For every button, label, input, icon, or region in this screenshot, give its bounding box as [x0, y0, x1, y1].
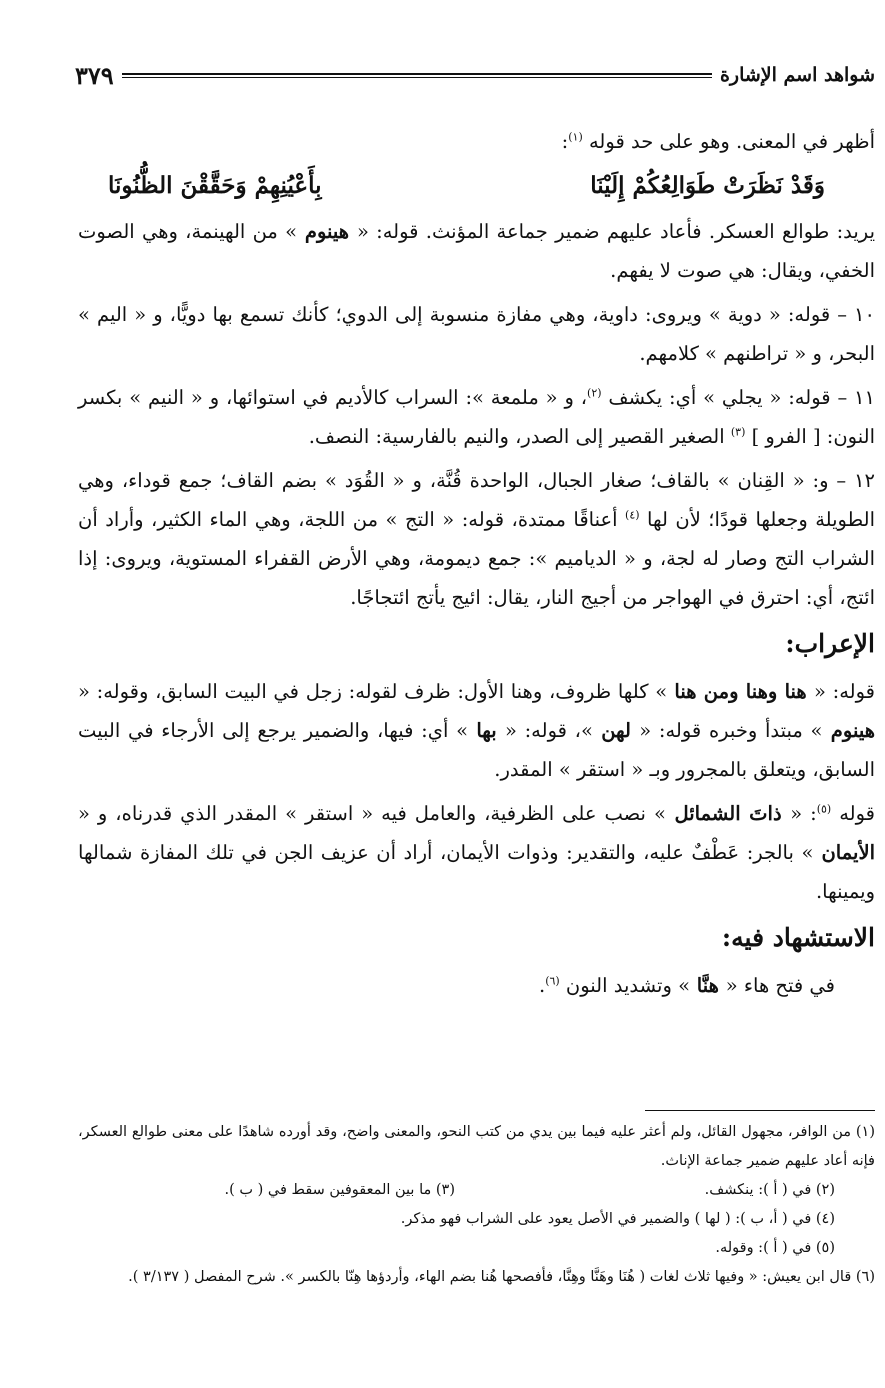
- footnotes: [78, 1118, 875, 1292]
- footnote-ref-4: (٤): [625, 508, 640, 522]
- footnote-2: (٢) في ( أ ): ينكشف.: [704, 1182, 835, 1198]
- footnote-5: (٥) في ( أ ): وقوله.: [715, 1240, 835, 1256]
- footnote-6: (٦) قال ابن يعيش: « وفيها ثلاث لغات ( هُنَا وهَنَّا وهِنَّا، فأفصحها هُنا بضم الهاء، وأردؤها هِنّا بالكسر ». شرح المفصل ( ٣/١٣٧ ).: [128, 1269, 875, 1285]
- footnote-ref-5: (٥): [816, 802, 832, 816]
- footnote-ref-3: (٣): [730, 425, 746, 439]
- footnote-4: (٤) في ( أ، ب ): ( لها ) والضمير في الأصل يعود على الشراب فهو مذكر.: [400, 1211, 835, 1227]
- verse-second-hemistich: بِأَعْيُنِهِمْ وَحَقَّقْنَ الظُّنُونَا: [108, 172, 322, 199]
- footnote-ref-1: (١): [568, 130, 583, 144]
- footnote-separator: [645, 1110, 875, 1111]
- witness-paragraph: في فتح هاء « هنَّا » وتشديد النون $^{(٦)}$.: [538, 974, 835, 997]
- footnote-3: (٣) ما بين المعقوفين سقط في ( ب ).: [224, 1182, 455, 1198]
- page-number: ٣٧٩: [75, 60, 114, 90]
- note-10-paragraph: ١٠ – قوله: « دوية » ويروى: داوية، وهي مفازة منسوبة إلى الدوي؛ كأنك تسمع بها دويًّا، و « اليم » البحر، و « تراطنهم » كلامهم.: [78, 303, 875, 365]
- note-11-paragraph: ١١ – قوله: « يجلي » أي: يكشف $^{(٢)}$، و « ملمعة »: السراب كالأديم في استوائها، و « النيم » بكسر النون: [ الفرو ] $^{(٣)}$ الصغير القصير إلى الصدر، والنيم بالفارسية: النصف.: [78, 386, 875, 448]
- main-text: [78, 122, 875, 1010]
- footnote-ref-6: (٦): [545, 974, 560, 988]
- running-header-title: شواهد اسم الإشارة: [719, 64, 875, 86]
- footnote-row-2-3: [78, 1176, 875, 1205]
- irab-paragraph-2: قوله $^{(٥)}$: « ذاتَ الشمائل » نصب على الظرفية، والعامل فيه « استقر » المقدر الذي قدرناه، و « الأيمان » بالجر: عَطْفٌ عليه، والتقدير: وذوات الأيمان، أراد أن عزيف الجن في تلك المفازة شمالها ويمينها.: [78, 802, 875, 903]
- running-header: [75, 58, 875, 92]
- verse-first-hemistich: وَقَدْ نَظَرَتْ طَوَالِعُكُمْ إِلَيْنَا: [590, 172, 825, 199]
- poetry-verse: [108, 166, 825, 206]
- footnote-1: (١) من الوافر، مجهول القائل، ولم أعثر عليه فيما بين يدي من كتب النحو، والمعنى واضح، وقد أورده شاهدًا على معنى طوالع العسكر، فإنه أعاد عليهم ضمير جماعة الإناث.: [78, 1124, 875, 1169]
- explanation-paragraph: يريد: طوالع العسكر. فأعاد عليهم ضمير جماعة المؤنث. قوله: « هينوم » من الهينمة، وهي الصوت الخفي، ويقال: هي صوت لا يفهم.: [78, 220, 875, 282]
- footnote-ref-2: (٢): [587, 386, 602, 400]
- section-heading-witness: الاستشهاد فيه:: [721, 923, 875, 952]
- section-heading-irab: الإعراب:: [785, 629, 875, 658]
- header-double-rule: [122, 73, 712, 78]
- irab-paragraph-1: قوله: « هنا وهنا ومن هنا » كلها ظروف، وهنا الأول: ظرف لقوله: زجل في البيت السابق، وقوله: « هينوم » مبتدأ وخبره قوله: « لهن »، قوله: « بها » أي: فيها، والضمير يرجع إلى الأرجاء في البيت السابق، ويتعلق بالمجرور وبـ « استقر » المقدر.: [78, 680, 875, 781]
- intro-paragraph: أظهر في المعنى. وهو على حد قوله $^{(١)}$:: [561, 130, 875, 153]
- note-12-paragraph: ١٢ – و: « القِنان » بالقاف؛ صغار الجبال، الواحدة قُنَّة، و « القُوَد » بضم القاف؛ جمع قوداء، وهي الطويلة وجعلها قودًا؛ لأن لها $^{(٤)}$ أعناقًا ممتدة، قوله: « التج » من اللجة، وهي الماء الكثير، وأراد أن الشراب التج وصار له لجة، و « الدياميم »: جمع ديمومة، وهي الأرض القفراء المستوية، ويروى: إذا ائتج، أي: احترق في الهواجر من أجيج النار، يقال: ائيج يأتج ائتجاجًا.: [78, 469, 875, 609]
